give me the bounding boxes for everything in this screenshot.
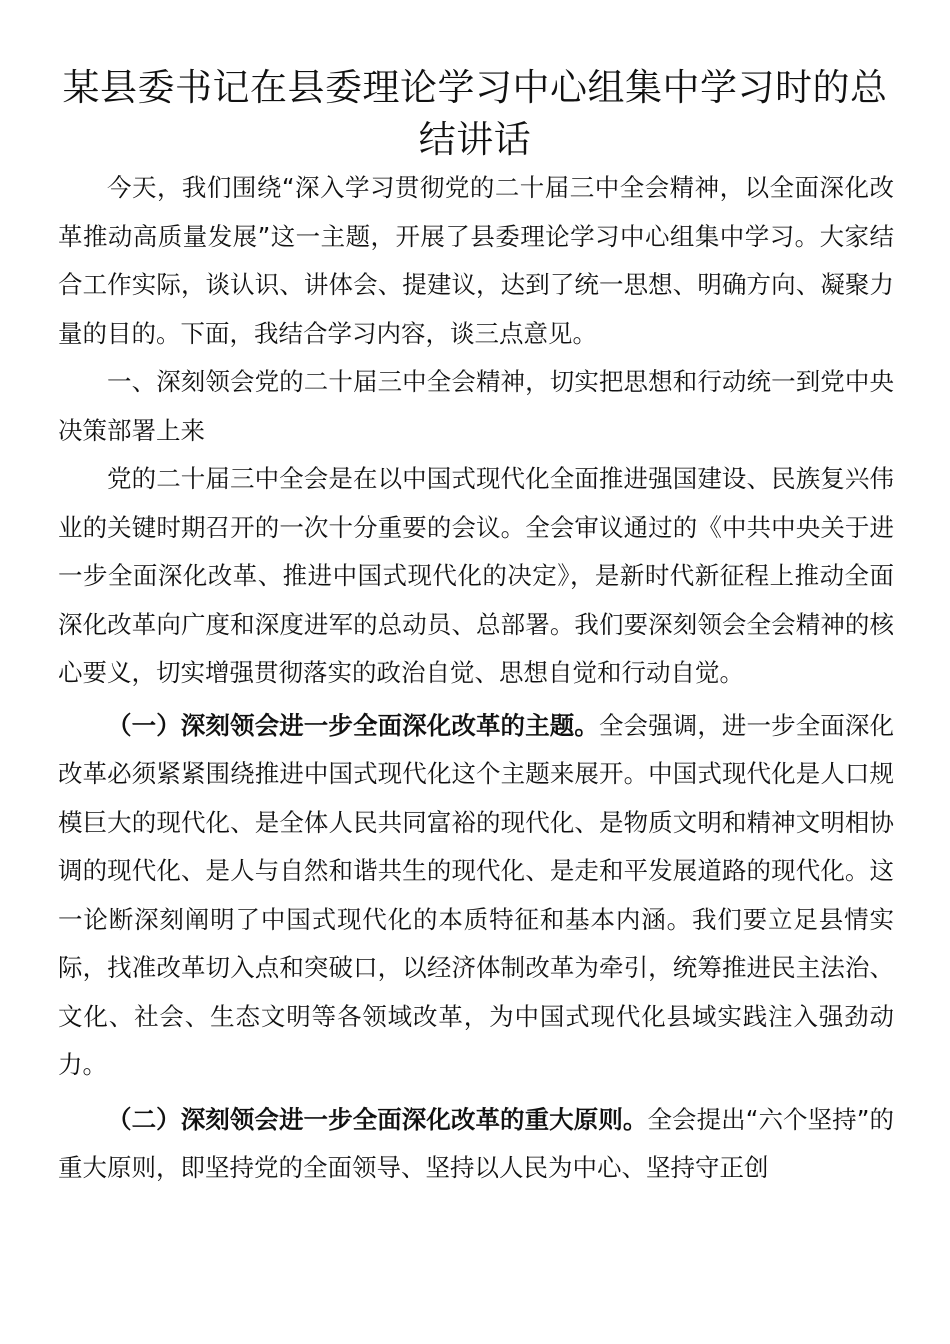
point-text-2: 全会提出“六个坚持”的重大原则，即坚持党的全面领导、坚持以人民为中心、坚持守正创 [58, 1104, 894, 1182]
document-body [58, 164, 894, 1193]
point-text-1: 全会强调，进一步全面深化改革必须紧紧围绕推进中国式现代化这个主题来展开。中国式现代化是人口规模巨大的现代化、是全体人民共同富裕的现代化、是物质文明和精神文明相协调的现代化、是人与自然和谐共生的现代化、是走和平发展道路的现代化。这一论断深刻阐明了中国式现代化的本质特征和基本内涵。我们要立足县情实际，找准改革切入点和突破口，以经济体制改革为牵引，统筹推进民主法治、文化、社会、生态文明等各领域改革，为中国式现代化县域实践注入强劲动力。 [58, 710, 895, 1079]
point-heading-2: （二）深刻领会进一步全面深化改革的重大原则。 [107, 1104, 648, 1134]
point-paragraph-1 [58, 702, 894, 1090]
section-heading: 一、深刻领会党的二十届三中全会精神，切实把思想和行动统一到党中央决策部署上来 [58, 367, 894, 445]
section-body-paragraph: 党的二十届三中全会是在以中国式现代化全面推进强国建设、民族复兴伟业的关键时期召开的一次十分重要的会议。全会审议通过的《中共中央关于进一步全面深化改革、推进中国式现代化的决定》，是新时代新征程上推动全面深化改革向广度和深度进军的总动员、总部署。我们要深刻领会全会精神的核心要义，切实增强贯彻落实的政治自觉、思想自觉和行动自觉。 [58, 464, 894, 687]
intro-paragraph: 今天，我们围绕“深入学习贯彻党的二十届三中全会精神，以全面深化改革推动高质量发展”这一主题，开展了县委理论学习中心组集中学习。大家结合工作实际，谈认识、讲体会、提建议，达到了统一思想、明确方向、凝聚力量的目的。下面，我结合学习内容，谈三点意见。 [58, 173, 894, 348]
point-heading-1: （一）深刻领会进一步全面深化改革的主题。 [107, 710, 599, 740]
document-title: 某县委书记在县委理论学习中心组集中学习时的总结讲话 [62, 66, 888, 161]
point-paragraph-2 [58, 1096, 894, 1193]
